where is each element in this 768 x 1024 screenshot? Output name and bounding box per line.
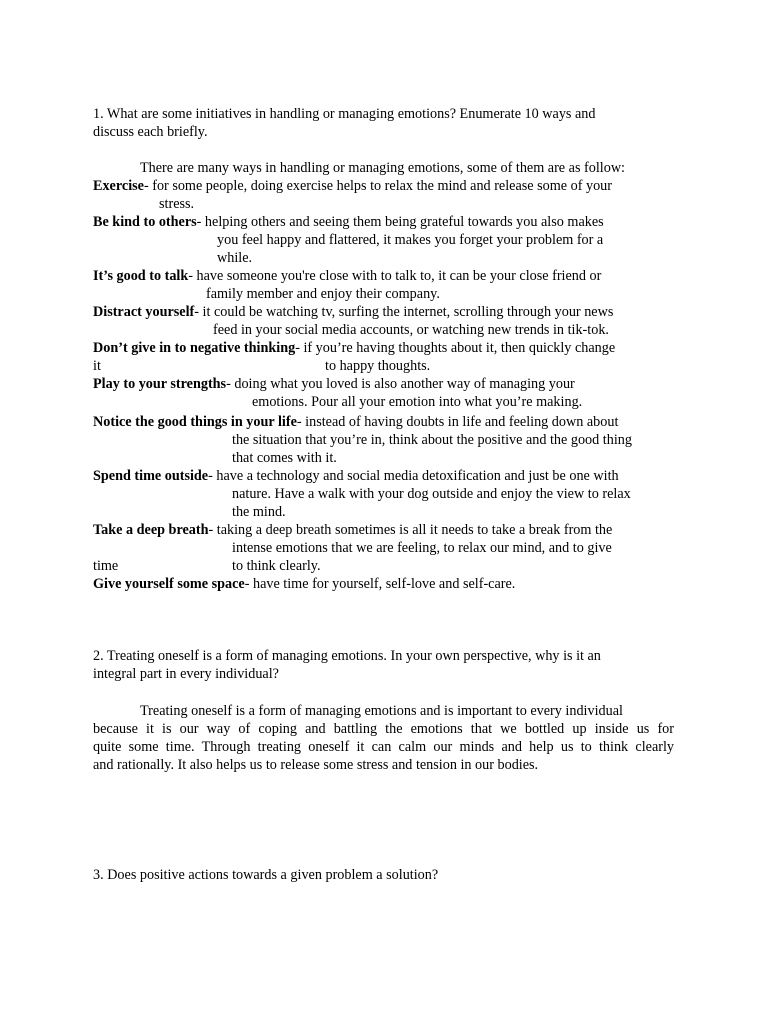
item-text-continuation: stress. [159, 196, 195, 212]
item-text: - have someone you're close with to talk to, it can be your close friend or [188, 268, 602, 284]
item-text: - for some people, doing exercise helps to relax the mind and release some of your [143, 178, 612, 194]
question-1-intro: There are many ways in handling or managing emotions, some of them are as follow: [140, 160, 626, 176]
list-item-notice-good-things [93, 413, 618, 431]
item-title: Don’t give in to negative thinking [93, 340, 296, 356]
item-title: Take a deep breath [93, 522, 209, 538]
item-text: - if you’re having thoughts about it, then quickly change [295, 340, 616, 356]
answer-2-line-1: Treating oneself is a form of managing emotions and is important to every individual [140, 703, 623, 719]
item-text: - it could be watching tv, surfing the internet, scrolling through your news [194, 304, 614, 320]
question-1-line-2: discuss each briefly. [93, 124, 208, 140]
item-text-continuation: to happy thoughts. [325, 358, 431, 374]
list-item-deep-breath [93, 521, 612, 539]
item-text: - taking a deep breath sometimes is all it needs to take a break from the [208, 522, 613, 538]
item-title: Spend time outside [93, 468, 209, 484]
answer-2-line-3: quite some time. Through treating oneself it can calm our minds and help us to think clearly [93, 739, 674, 755]
item-title: Exercise [93, 178, 144, 194]
list-item-distract-yourself [93, 303, 613, 321]
item-text-continuation: emotions. Pour all your emotion into what you’re making. [252, 394, 583, 410]
item-text-continuation: you feel happy and flattered, it makes you forget your problem for a [217, 232, 604, 248]
item-title: Distract yourself [93, 304, 195, 320]
item-text-continuation: family member and enjoy their company. [206, 286, 440, 302]
item-text: - doing what you loved is also another way of managing your [226, 376, 575, 392]
list-item-good-to-talk [93, 267, 601, 285]
item-text-continuation: the situation that you’re in, think about the positive and the good thing [232, 432, 632, 448]
answer-2-line-4: and rationally. It also helps us to release some stress and tension in our bodies. [93, 757, 539, 773]
answer-2-line-2: because it is our way of coping and battling the emotions that we bottled up inside us for [93, 721, 674, 737]
item-text: - have a technology and social media detoxification and just be one with [208, 468, 619, 484]
question-2-line-1: 2. Treating oneself is a form of managing emotions. In your own perspective, why is it an [93, 648, 601, 664]
question-3: 3. Does positive actions towards a given problem a solution? [93, 867, 439, 883]
list-item-spend-time-outside [93, 467, 619, 485]
item-text: - have time for yourself, self-love and self-care. [244, 576, 516, 592]
item-text: - instead of having doubts in life and feeling down about [296, 414, 619, 430]
list-item-give-space [93, 575, 515, 593]
item-title: It’s good to talk [93, 268, 189, 284]
item-title: Be kind to others [93, 214, 197, 230]
question-1-line-1: 1. What are some initiatives in handling or managing emotions? Enumerate 10 ways and [93, 106, 596, 122]
list-item-play-to-strengths [93, 375, 575, 393]
item-text-continuation: the mind. [232, 504, 286, 520]
item-title: Give yourself some space [93, 576, 245, 592]
item-text-continuation: it [93, 358, 101, 374]
item-text-continuation: intense emotions that we are feeling, to relax our mind, and to give [232, 540, 612, 556]
list-item-negative-thinking [93, 339, 615, 357]
item-text-continuation: while. [217, 250, 253, 266]
item-text: - helping others and seeing them being grateful towards you also makes [196, 214, 604, 230]
item-text-continuation: time [93, 558, 119, 574]
item-title: Play to your strengths [93, 376, 227, 392]
list-item-be-kind [93, 213, 604, 231]
list-item-exercise [93, 177, 612, 195]
item-title: Notice the good things in your life [93, 414, 297, 430]
item-text-continuation: that comes with it. [232, 450, 337, 466]
item-text-continuation: feed in your social media accounts, or watching new trends in tik-tok. [213, 322, 609, 338]
question-2-line-2: integral part in every individual? [93, 666, 279, 682]
item-text-continuation: nature. Have a walk with your dog outside and enjoy the view to relax [232, 486, 631, 502]
item-text-continuation: to think clearly. [232, 558, 321, 574]
